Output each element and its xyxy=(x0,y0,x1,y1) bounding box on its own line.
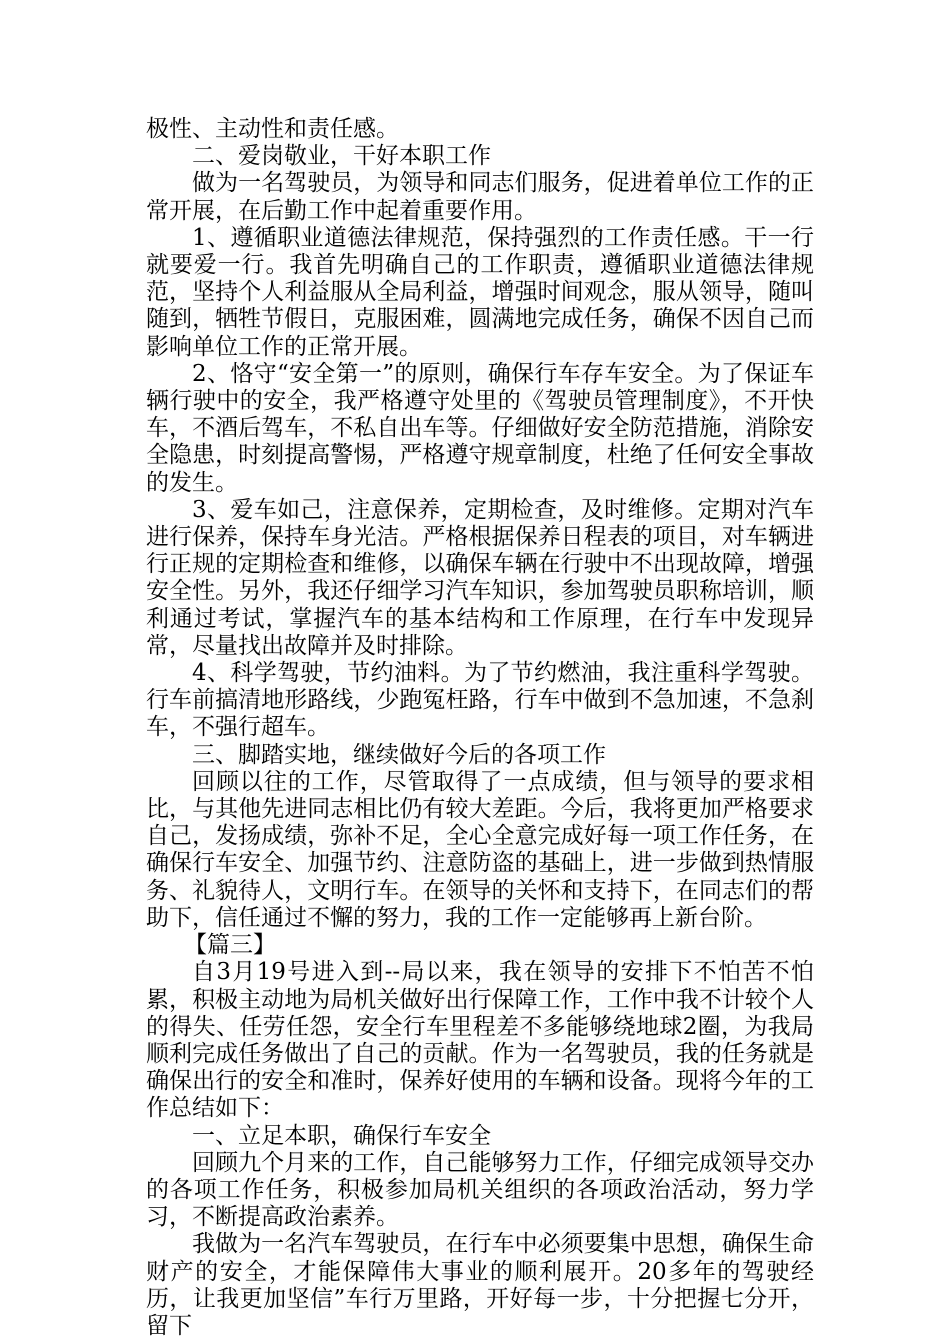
paragraph-continuation: 极性、主动性和责任感。 xyxy=(146,116,399,142)
paragraph: 1、遵循职业道德法律规范，保持强烈的工作责任感。干一行就要爱一行。我首先明确自己的工作职责，遵循职业道德法律规范，坚持个人利益服从全局利益，增强时间观念，服从领导，随叫随到，牺牲节假日，克服困难，圆满地完成任务，确保不因自己而影响单位工作的正常开展。 xyxy=(146,224,814,360)
paragraph: 2、恪守“安全第一”的原则，确保行车存车安全。为了保证车辆行驶中的安全，我严格遵守处里的《驾驶员管理制度》，不开快车，不酒后驾车，不私自出车等。仔细做好安全防范措施，消除安全隐患，时刻提高警惕，严格遵守规章制度，杜绝了任何安全事故的发生。 xyxy=(146,360,814,496)
paragraph: 回顾以往的工作，尽管取得了一点成绩，但与领导的要求相比，与其他先进同志相比仍有较大差距。今后，我将更加严格要求自己，发扬成绩，弥补不足，全心全意完成好每一项工作任务，在确保行车安全、加强节约、注意防盗的基础上，进一步做到热情服务、礼貌待人，文明行车。在领导的关怀和支持下，在同志们的帮助下，信任通过不懈的努力，我的工作一定能够再上新台阶。 xyxy=(146,768,814,931)
paragraph: 回顾九个月来的工作，自己能够努力工作，仔细完成领导交办的各项工作任务，积极参加局机关组织的各项政治活动，努力学习，不断提高政治素养。 xyxy=(146,1149,814,1231)
paragraph: 4、科学驾驶，节约油料。为了节约燃油，我注重科学驾驶。行车前搞清地形路线，少跑冤枉路，行车中做到不急加速，不急刹车，不强行超车。 xyxy=(146,660,814,741)
section-heading-3: 三、脚踏实地，继续做好今后的各项工作 xyxy=(192,741,606,768)
section-heading-1: 一、立足本职，确保行车安全 xyxy=(192,1122,491,1149)
part-label: 【篇三】 xyxy=(184,932,276,959)
document-body xyxy=(146,116,814,1340)
paragraph: 做为一名驾驶员，为领导和同志们服务，促进着单位工作的正常开展，在后勤工作中起着重要作用。 xyxy=(146,170,814,224)
paragraph: 3、爱车如己，注意保养，定期检查，及时维修。定期对汽车进行保养，保持车身光洁。严格根据保养日程表的项目，对车辆进行正规的定期检查和维修，以确保车辆在行驶中不出现故障，增强安全性。另外，我还仔细学习汽车知识，参加驾驶员职称培训，顺利通过考试，掌握汽车的基本结构和工作原理，在行车中发现异常，尽量找出故障并及时排除。 xyxy=(146,496,814,659)
paragraph: 自3月19号进入到--局以来，我在领导的安排下不怕苦不怕累，积极主动地为局机关做好出行保障工作，工作中我不计较个人的得失、任劳任怨，安全行车里程差不多能够绕地球2圈，为我局顺利完成任务做出了自己的贡献。作为一名驾驶员，我的任务就是确保出行的安全和准时，保养好使用的车辆和设备。现将今年的工作总结如下： xyxy=(146,959,814,1122)
paragraph: 我做为一名汽车驾驶员，在行车中必须要集中思想，确保生命财产的安全，才能保障伟大事业的顺利展开。20多年的驾驶经历，让我更加坚信”车行万里路，开好每一步，十分把握七分开，留下 xyxy=(146,1231,814,1339)
section-heading-2: 二、爱岗敬业，干好本职工作 xyxy=(192,143,491,170)
